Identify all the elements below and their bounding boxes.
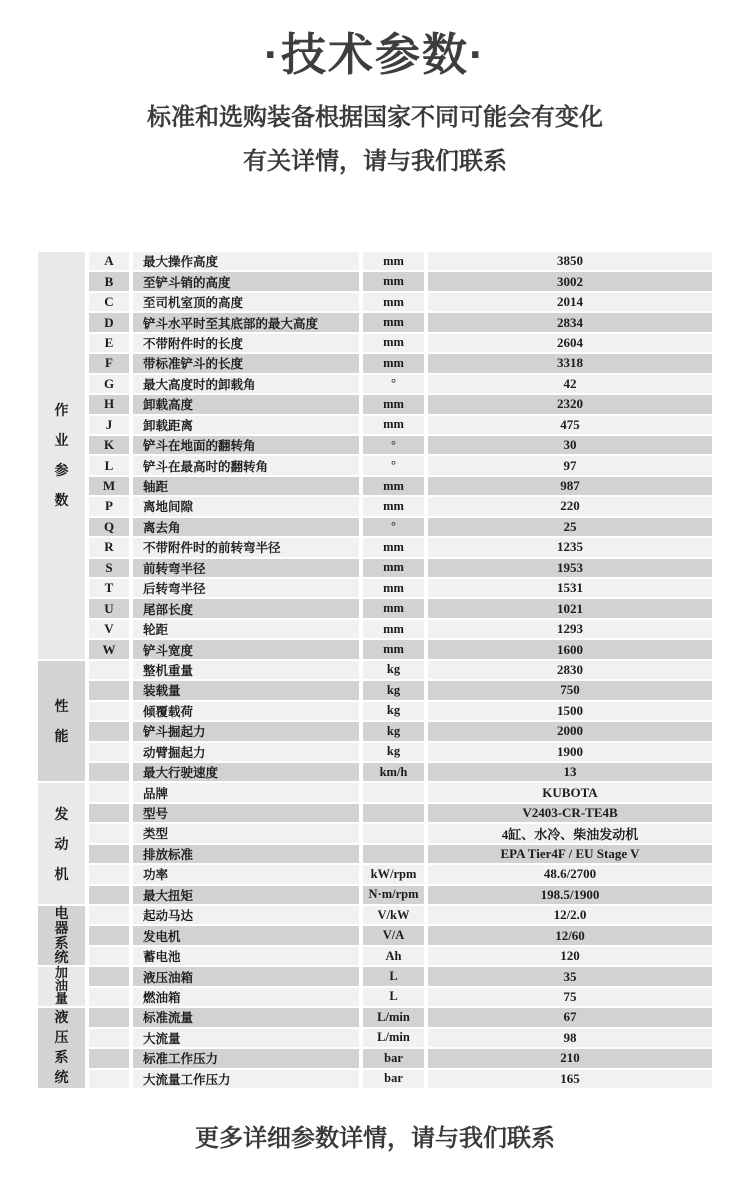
row-label: 类型	[133, 824, 359, 842]
row-label: 标准流量	[133, 1008, 359, 1026]
row-unit: bar	[363, 1070, 424, 1088]
section-label-char: 油	[55, 978, 68, 994]
section-label	[38, 906, 85, 965]
row-unit: °	[363, 375, 424, 393]
row-letter: V	[89, 620, 129, 638]
section-label-char: 参	[54, 462, 69, 479]
row-unit: mm	[363, 354, 424, 372]
row-unit: mm	[363, 640, 424, 658]
section-label-char: 能	[54, 728, 69, 745]
row-label: 轮距	[133, 620, 359, 638]
row-value: EPA Tier4F / EU Stage V	[428, 845, 712, 863]
row-unit: mm	[363, 477, 424, 495]
row-value: 42	[428, 375, 712, 393]
row-unit: kg	[363, 702, 424, 720]
row-letter	[89, 1070, 129, 1088]
row-label: 燃油箱	[133, 988, 359, 1006]
section-label-char: 数	[54, 492, 69, 509]
row-letter	[89, 763, 129, 781]
row-letter	[89, 661, 129, 679]
section-label-char: 动	[54, 835, 69, 852]
row-label: 标准工作压力	[133, 1049, 359, 1067]
section-label-char: 加	[55, 965, 68, 981]
row-letter: C	[89, 293, 129, 311]
row-label: 卸载高度	[133, 395, 359, 413]
row-label: 起动马达	[133, 906, 359, 924]
row-letter: S	[89, 559, 129, 577]
row-letter: P	[89, 497, 129, 515]
row-letter: A	[89, 252, 129, 270]
row-value: 1235	[428, 538, 712, 556]
row-label: 铲斗宽度	[133, 640, 359, 658]
row-unit: mm	[363, 559, 424, 577]
row-label: 型号	[133, 804, 359, 822]
section-label-char: 量	[55, 991, 68, 1007]
section-label	[38, 967, 85, 1006]
row-value: 120	[428, 947, 712, 965]
row-letter	[89, 783, 129, 801]
row-letter	[89, 947, 129, 965]
row-label: 至司机室顶的高度	[133, 293, 359, 311]
row-value: 2000	[428, 722, 712, 740]
row-value: 2830	[428, 661, 712, 679]
row-label: 大流量工作压力	[133, 1070, 359, 1088]
row-unit: L	[363, 988, 424, 1006]
row-unit: mm	[363, 538, 424, 556]
row-label: 离地间隙	[133, 497, 359, 515]
row-unit: Ah	[363, 947, 424, 965]
row-label: 铲斗水平时至其底部的最大高度	[133, 313, 359, 331]
row-value: 2014	[428, 293, 712, 311]
row-label: 动臂掘起力	[133, 743, 359, 761]
subtitle-line-2: 有关详情，请与我们联系	[243, 147, 507, 175]
row-value: 12/2.0	[428, 906, 712, 924]
row-label: 尾部长度	[133, 599, 359, 617]
row-value: 13	[428, 763, 712, 781]
row-label: 排放标准	[133, 845, 359, 863]
row-label: 功率	[133, 865, 359, 883]
row-unit: °	[363, 456, 424, 474]
section-label-char: 电	[54, 905, 69, 921]
row-label: 大流量	[133, 1029, 359, 1047]
row-unit: mm	[363, 579, 424, 597]
row-letter	[89, 967, 129, 985]
row-value: 3850	[428, 252, 712, 270]
row-unit: mm	[363, 599, 424, 617]
row-letter	[89, 804, 129, 822]
row-label: 不带附件时的长度	[133, 334, 359, 352]
row-unit: mm	[363, 497, 424, 515]
row-letter	[89, 845, 129, 863]
row-unit: L/min	[363, 1008, 424, 1026]
row-value: 2604	[428, 334, 712, 352]
row-value: 987	[428, 477, 712, 495]
row-unit: kg	[363, 722, 424, 740]
section-label-char: 业	[54, 432, 69, 449]
row-unit: mm	[363, 252, 424, 270]
row-unit: kg	[363, 743, 424, 761]
row-value: 198.5/1900	[428, 886, 712, 904]
row-value: 98	[428, 1029, 712, 1047]
row-value: 1293	[428, 620, 712, 638]
row-unit: mm	[363, 395, 424, 413]
row-value: 25	[428, 518, 712, 536]
row-label: 整机重量	[133, 661, 359, 679]
row-unit: mm	[363, 313, 424, 331]
row-value: 750	[428, 681, 712, 699]
row-value: 48.6/2700	[428, 865, 712, 883]
row-unit	[363, 845, 424, 863]
row-value: 1953	[428, 559, 712, 577]
row-letter	[89, 702, 129, 720]
row-letter	[89, 1029, 129, 1047]
header	[0, 30, 750, 184]
section-label-char: 系	[54, 934, 69, 951]
row-unit: bar	[363, 1049, 424, 1067]
row-label: 离去角	[133, 518, 359, 536]
row-letter	[89, 1049, 129, 1067]
row-value: 75	[428, 988, 712, 1006]
row-label: 蓄电池	[133, 947, 359, 965]
row-unit: kW/rpm	[363, 865, 424, 883]
row-letter: B	[89, 272, 129, 290]
row-value: 1531	[428, 579, 712, 597]
row-unit: V/A	[363, 926, 424, 944]
row-label: 铲斗在地面的翻转角	[133, 436, 359, 454]
row-letter	[89, 988, 129, 1006]
section-label-char: 作	[54, 402, 69, 419]
row-label: 最大扭矩	[133, 886, 359, 904]
row-unit	[363, 824, 424, 842]
row-label: 轴距	[133, 477, 359, 495]
section-label	[38, 783, 85, 904]
row-unit: N·m/rpm	[363, 886, 424, 904]
row-letter: F	[89, 354, 129, 372]
section-label-char: 液	[54, 1009, 69, 1026]
row-label: 最大行驶速度	[133, 763, 359, 781]
row-label: 装载量	[133, 681, 359, 699]
row-letter: L	[89, 456, 129, 474]
row-label: 液压油箱	[133, 967, 359, 985]
row-letter	[89, 906, 129, 924]
row-value: 97	[428, 456, 712, 474]
section-label-char: 统	[54, 1069, 69, 1085]
row-value: 165	[428, 1070, 712, 1088]
section-label-char: 性	[54, 698, 69, 715]
row-unit: mm	[363, 272, 424, 290]
row-letter	[89, 926, 129, 944]
row-label: 不带附件时的前转弯半径	[133, 538, 359, 556]
row-label: 铲斗掘起力	[133, 722, 359, 740]
row-unit: mm	[363, 416, 424, 434]
row-value: 2320	[428, 395, 712, 413]
row-unit	[363, 783, 424, 801]
row-label: 最大操作高度	[133, 252, 359, 270]
row-unit: °	[363, 436, 424, 454]
row-unit: mm	[363, 293, 424, 311]
row-unit: L	[363, 967, 424, 985]
row-value: 1021	[428, 599, 712, 617]
row-label: 倾覆载荷	[133, 702, 359, 720]
row-value: 1900	[428, 743, 712, 761]
section-label-char: 统	[54, 949, 69, 966]
row-label: 卸载距离	[133, 416, 359, 434]
row-value: V2403-CR-TE4B	[428, 804, 712, 822]
row-letter: W	[89, 640, 129, 658]
section-label	[38, 661, 85, 782]
section-label-char: 器	[54, 919, 69, 936]
row-letter	[89, 824, 129, 842]
row-letter	[89, 722, 129, 740]
row-label: 后转弯半径	[133, 579, 359, 597]
row-unit: L/min	[363, 1029, 424, 1047]
row-unit: km/h	[363, 763, 424, 781]
row-value: KUBOTA	[428, 783, 712, 801]
footer-note: 更多详细参数详情，请与我们联系	[195, 1125, 555, 1152]
row-letter: Q	[89, 518, 129, 536]
row-letter: U	[89, 599, 129, 617]
row-letter: R	[89, 538, 129, 556]
row-letter: G	[89, 375, 129, 393]
row-value: 475	[428, 416, 712, 434]
row-letter	[89, 865, 129, 883]
row-label: 品牌	[133, 783, 359, 801]
row-letter: D	[89, 313, 129, 331]
section-label-char: 压	[54, 1029, 69, 1046]
row-value: 2834	[428, 313, 712, 331]
row-value: 1600	[428, 640, 712, 658]
row-label: 最大高度时的卸载角	[133, 375, 359, 393]
row-value: 35	[428, 967, 712, 985]
row-label: 铲斗在最高时的翻转角	[133, 456, 359, 474]
row-value: 1500	[428, 702, 712, 720]
row-letter	[89, 743, 129, 761]
section-label	[38, 252, 85, 659]
row-letter: K	[89, 436, 129, 454]
row-value: 4缸、水冷、柴油发动机	[428, 824, 712, 842]
row-letter: E	[89, 334, 129, 352]
row-letter: T	[89, 579, 129, 597]
row-letter: J	[89, 416, 129, 434]
row-unit: kg	[363, 661, 424, 679]
row-letter: M	[89, 477, 129, 495]
section-label-char: 发	[54, 805, 69, 822]
row-label: 发电机	[133, 926, 359, 944]
page-title: ·技术参数·	[264, 29, 486, 80]
row-label: 至铲斗销的高度	[133, 272, 359, 290]
row-label: 前转弯半径	[133, 559, 359, 577]
spec-sheet-page	[0, 30, 750, 1190]
row-unit: mm	[363, 620, 424, 638]
row-letter	[89, 681, 129, 699]
row-unit: mm	[363, 334, 424, 352]
row-value: 12/60	[428, 926, 712, 944]
row-unit	[363, 804, 424, 822]
row-unit: kg	[363, 681, 424, 699]
spec-table	[38, 252, 712, 1088]
section-label	[38, 1008, 85, 1088]
row-unit: V/kW	[363, 906, 424, 924]
row-letter: H	[89, 395, 129, 413]
row-letter	[89, 1008, 129, 1026]
row-value: 3002	[428, 272, 712, 290]
row-letter	[89, 886, 129, 904]
row-label: 带标准铲斗的长度	[133, 354, 359, 372]
row-value: 220	[428, 497, 712, 515]
subtitle-line-1: 标准和选购装备根据国家不同可能会有变化	[147, 103, 603, 131]
row-value: 210	[428, 1049, 712, 1067]
section-label-char: 系	[54, 1049, 69, 1066]
row-value: 67	[428, 1008, 712, 1026]
row-value: 3318	[428, 354, 712, 372]
row-value: 30	[428, 436, 712, 454]
page-subtitle	[0, 96, 750, 185]
row-unit: °	[363, 518, 424, 536]
section-label-char: 机	[54, 865, 69, 882]
